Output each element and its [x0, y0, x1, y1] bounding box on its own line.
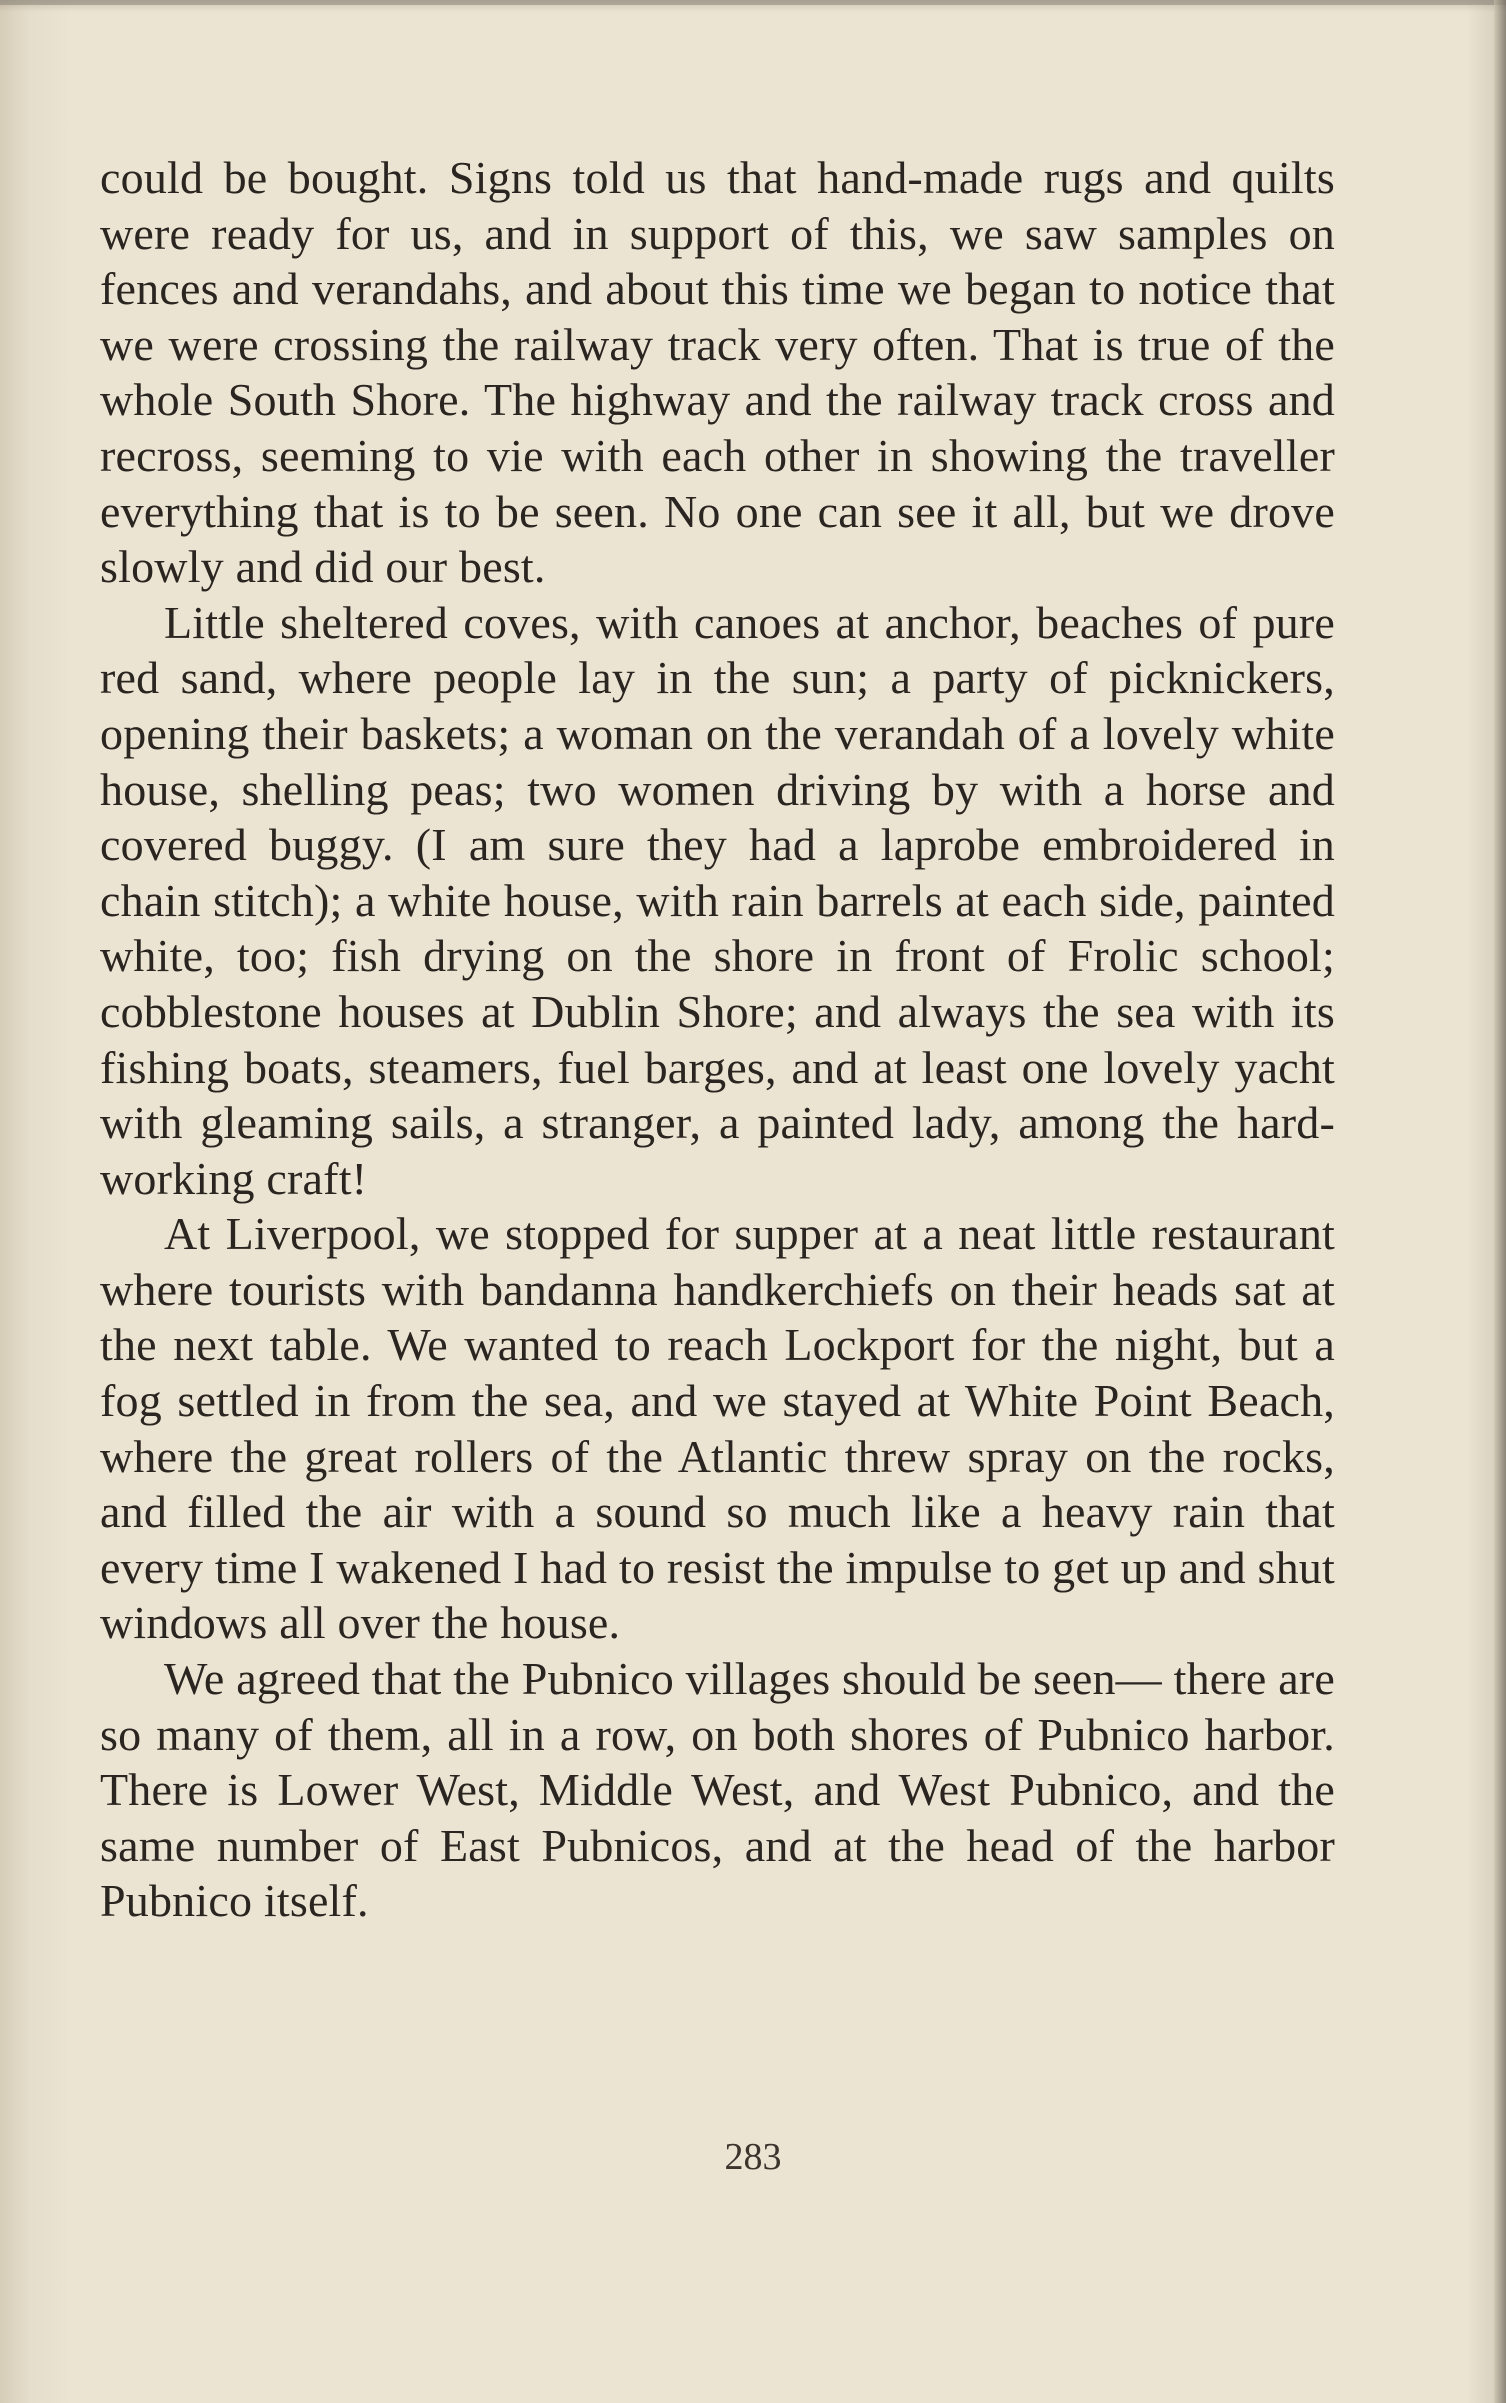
paragraph-4: We agreed that the Pubnico villages should be seen— there are so many of them, all in a row, on both shores of Pubnico harbor. There is Lower West, Middle West, and West Pubnico, and the same number of East Pubnicos, and at the head of the harbor Pubnico itself.: [100, 1653, 1335, 1927]
paragraph-3: At Liverpool, we stopped for supper at a neat little restaurant where tourists with bandanna handkerchiefs on their heads sat at the next table. We wanted to reach Lockport for the night, but a fog settled in from the sea, and we stayed at White Point Beach, where the great rollers of the Atlantic threw spray on the rocks, and filled the air with a sound so much like a heavy rain that every time I wakened I had to resist the impulse to get up and shut windows all over the house.: [100, 1208, 1335, 1649]
page-right-edge: [1494, 0, 1506, 2403]
paragraph-1: could be bought. Signs told us that hand-made rugs and quilts were ready for us, and in support of this, we saw samples on fences and verandahs, and about this time we began to notice that we were crossing the railway track very often. That is true of the whole South Shore. The highway and the railway track cross and recross, seeming to vie with each other in showing the traveller everything that is to be seen. No one can see it all, but we drove slowly and did our best.: [100, 152, 1335, 593]
page-top-edge: [0, 0, 1506, 5]
page-number: 283: [724, 2136, 782, 2178]
paragraph-2: Little sheltered coves, with canoes at anchor, beaches of pure red sand, where people lay in the sun; a party of picknickers, opening their baskets; a woman on the verandah of a lovely white house, shelling peas; two women driving by with a horse and covered buggy. (I am sure they had a laprobe embroidered in chain stitch); a white house, with rain barrels at each side, painted white, too; fish drying on the shore in front of Frolic school; cobblestone houses at Dublin Shore; and always the sea with its fishing boats, steamers, fuel barges, and at least one lovely yacht with gleaming sails, a stranger, a painted lady, among the hard-working craft!: [100, 596, 1335, 1204]
body-text: [100, 150, 1335, 1929]
